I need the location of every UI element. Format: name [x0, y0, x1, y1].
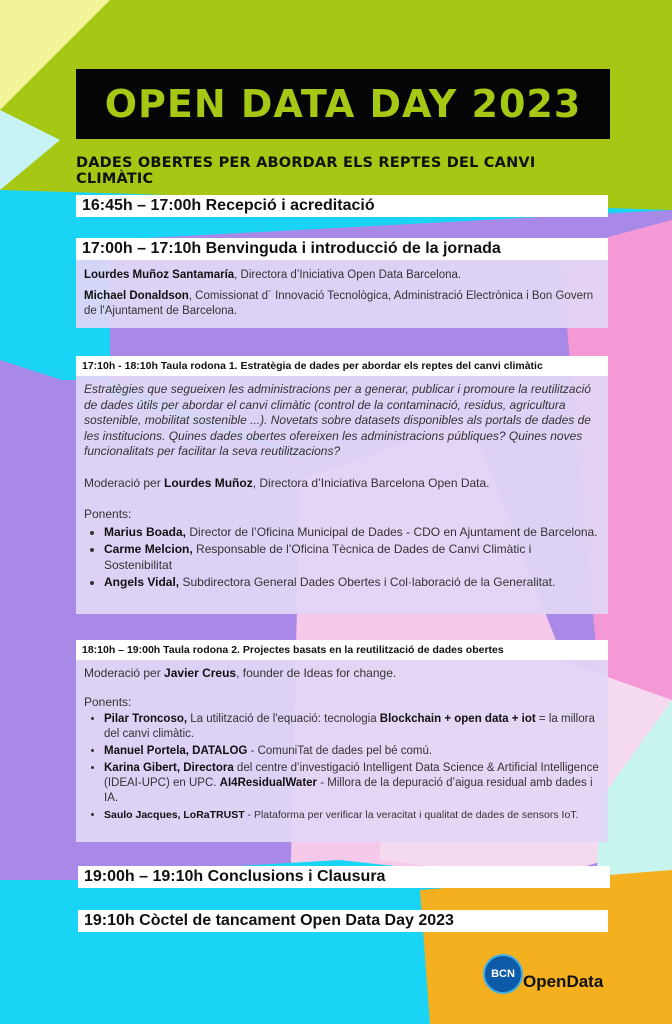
round2-moderation: Moderació per Javier Creus, founder de Ideas for change.: [84, 666, 397, 680]
list-item: • Saulo Jacques, LoRaTRUST - Plataforma per verificar la veracitat i qualitat de dades de sensors IoT.: [104, 808, 600, 823]
round2-panel: [76, 660, 608, 842]
round2-title: 18:10h – 19:00h Taula rodona 2. Projectes basats en la reutilització de dades obertes: [76, 640, 608, 660]
list-item: • Karina Gibert, Directora del centre d’investigació Intelligent Data Science & Artificial Intelligence (IDEAI-UPC) en UPC. AI4ResidualWater - Millora de la depuració d’aigua residual amb dades i IA.: [104, 761, 600, 806]
round1-title: 17:10h - 18:10h Taula rodona 1. Estratègia de dades per abordar els reptes del canvi climàtic: [76, 356, 608, 376]
list-item: • Pilar Troncoso, La utilització de l'equació: tecnologia Blockchain + open data + iot = la millora del canvi climàtic.: [104, 712, 600, 742]
round1-panel: [76, 376, 608, 614]
opendata-logo-text: OpenData: [523, 972, 604, 991]
page-title: OPEN DATA DAY 2023: [104, 82, 582, 126]
round2-ponents-label: Ponents:: [84, 695, 132, 709]
round1-ponents-label: Ponents:: [84, 507, 132, 521]
list-item: • Carme Melcion, Responsable de l’Oficina Tècnica de Dades de Canvi Climàtic i Sostenibilitat: [104, 542, 600, 573]
welcome-title: 17:00h – 17:10h Benvinguda i introducció de la jornada: [76, 238, 608, 260]
round1-description: Estratègies que segueixen les administracions per a generar, publicar i promoure la reutilització de dades útils per abordar el canvi climàtic (control de la contaminació, residus, agricultura sostenible, mobilitat sostenible ...). Novetats sobre datasets disponibles als portals de dades de les institucions. Quines dades obertes ofereixen les administracions públiques? Quines noves funcionalitats per facilitar la seva reutilitzacions?: [84, 382, 591, 458]
list-item: • Manuel Portela, DATALOG - ComuniTat de dades pel bé comú.: [104, 744, 600, 759]
list-item: • Marius Boada, Director de l’Oficina Municipal de Dades - CDO en Ajuntament de Barcelona.: [104, 525, 600, 541]
title-banner: [76, 69, 610, 139]
list-item: • Angels Vidal, Subdirectora General Dades Obertes i Col·laboració de la Generalitat.: [104, 575, 600, 591]
round2-ponents-list: [84, 712, 600, 823]
closing-bar: 19:00h – 19:10h Conclusions i Clausura: [78, 866, 610, 888]
round1-ponents-list: [84, 525, 600, 591]
page-subtitle: DADES OBERTES PER ABORDAR ELS REPTES DEL CANVI CLIMÀTIC: [76, 155, 536, 187]
bcn-logo-icon: BCN: [483, 954, 523, 994]
welcome-panel: [76, 260, 608, 328]
round1-moderation: Moderació per Lourdes Muñoz, Directora d’Iniciativa Barcelona Open Data.: [84, 475, 490, 490]
reception-bar: 16:45h – 17:00h Recepció i acreditació: [76, 195, 608, 217]
welcome-speaker-1: Lourdes Muñoz Santamaría, Directora d’Iniciativa Open Data Barcelona.: [84, 269, 462, 281]
cocktail-bar: 19:10h Còctel de tancament Open Data Day 2023: [78, 910, 608, 932]
welcome-speaker-2: Michael Donaldson, Comissionat d´ Innovació Tecnològica, Administració Electrònica i Bon Govern de l'Ajuntament de Barcelona.: [84, 290, 594, 317]
